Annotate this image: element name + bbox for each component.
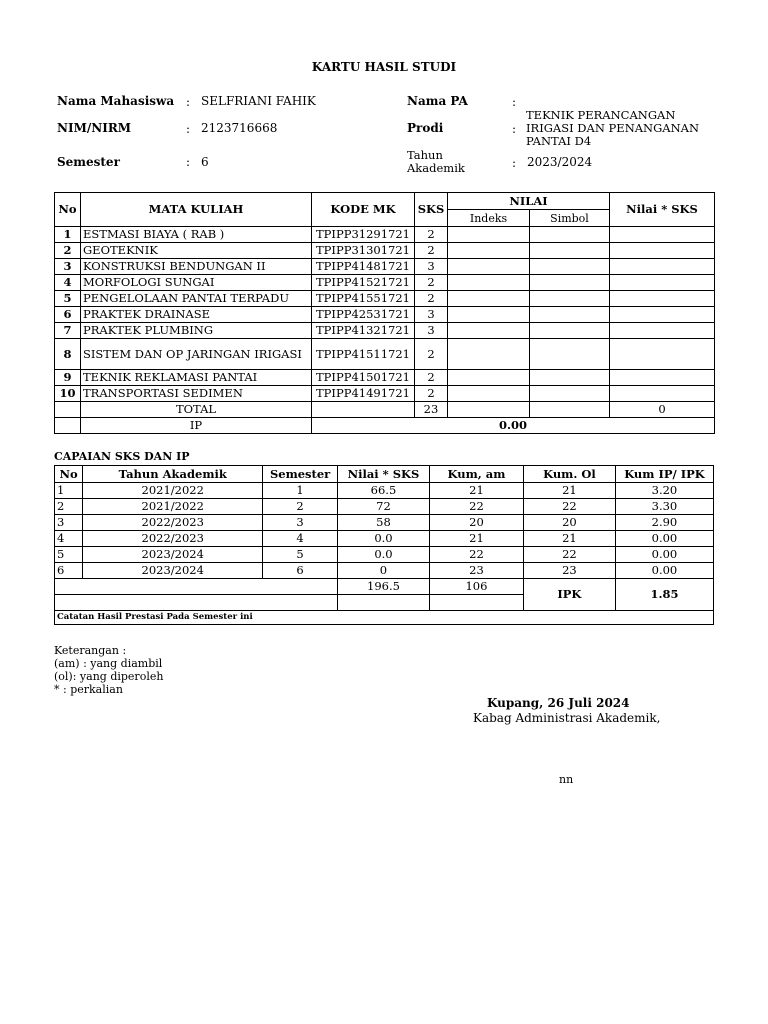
col-nilai-header: NILAI xyxy=(448,193,610,210)
signature-place-date: Kupang, 26 Juli 2024 xyxy=(487,696,630,710)
nim-value: 2123716668 xyxy=(201,121,278,135)
cap-nilai-sks: 0 xyxy=(337,563,429,579)
cap-nilai-sks: 72 xyxy=(337,499,429,515)
row-no: 8 xyxy=(55,339,81,370)
row-mata-kuliah: ESTMASI BIAYA ( RAB ) xyxy=(81,227,312,243)
capaian-heading: CAPAIAN SKS DAN IP xyxy=(54,450,190,463)
row-simbol xyxy=(530,323,610,339)
nama-pa-colon: : xyxy=(512,95,517,109)
signature-position: Kabag Administrasi Akademik, xyxy=(473,711,661,725)
ip-row xyxy=(55,418,715,434)
row-sks: 3 xyxy=(415,259,448,275)
row-simbol xyxy=(530,243,610,259)
cap-semester: 5 xyxy=(263,547,338,563)
col-mata-kuliah-header: MATA KULIAH xyxy=(81,193,312,227)
cap-kum-ol: 22 xyxy=(523,499,615,515)
row-sks: 2 xyxy=(415,243,448,259)
row-indeks xyxy=(448,227,530,243)
nama-mahasiswa-label: Nama Mahasiswa xyxy=(57,94,175,108)
table-row xyxy=(55,531,714,547)
table-row xyxy=(55,483,714,499)
row-mata-kuliah: SISTEM DAN OP JARINGAN IRIGASI xyxy=(81,339,312,370)
cap-kum-ol: 22 xyxy=(523,547,615,563)
row-nilai-sks xyxy=(610,339,715,370)
table-row xyxy=(55,499,714,515)
cap-semester-header: Semester xyxy=(263,466,338,483)
row-sks: 2 xyxy=(415,386,448,402)
prodi-value: TEKNIK PERANCANGAN IRIGASI DAN PENANGANAN PANTAI D4 xyxy=(526,108,700,148)
cap-semester: 1 xyxy=(263,483,338,499)
row-sks: 3 xyxy=(415,323,448,339)
cap-kum-ol-header: Kum. Ol xyxy=(523,466,615,483)
row-no: 9 xyxy=(55,370,81,386)
cap-no: 2 xyxy=(55,499,83,515)
cap-kum-ip: 0.00 xyxy=(615,547,713,563)
row-kode: TPIPP31291721 xyxy=(312,227,415,243)
cap-tahun: 2021/2022 xyxy=(83,483,263,499)
row-no: 7 xyxy=(55,323,81,339)
cap-total-kum-am: 106 xyxy=(429,579,523,595)
table-row xyxy=(55,323,715,339)
cap-no: 1 xyxy=(55,483,83,499)
table-row xyxy=(55,243,715,259)
row-indeks xyxy=(448,370,530,386)
keterangan-line-3: * : perkalian xyxy=(54,683,123,696)
row-nilai-sks xyxy=(610,307,715,323)
semester-label: Semester xyxy=(57,155,120,169)
cap-nilai-sks-header: Nilai * SKS xyxy=(337,466,429,483)
cap-kum-ip-header: Kum IP/ IPK xyxy=(615,466,713,483)
table-row xyxy=(55,259,715,275)
nama-mahasiswa-value: SELFRIANI FAHIK xyxy=(201,94,316,108)
cap-kum-ip: 0.00 xyxy=(615,531,713,547)
col-no-header: No xyxy=(55,193,81,227)
table-row xyxy=(55,563,714,579)
row-mata-kuliah: GEOTEKNIK xyxy=(81,243,312,259)
cap-tahun: 2023/2024 xyxy=(83,547,263,563)
row-nilai-sks xyxy=(610,291,715,307)
prodi-label: Prodi xyxy=(407,121,444,135)
cap-semester: 6 xyxy=(263,563,338,579)
row-sks: 2 xyxy=(415,370,448,386)
cap-kum-am: 22 xyxy=(429,499,523,515)
row-simbol xyxy=(530,227,610,243)
table-row xyxy=(55,386,715,402)
row-simbol xyxy=(530,275,610,291)
cap-no: 5 xyxy=(55,547,83,563)
row-indeks xyxy=(448,307,530,323)
keterangan-title: Keterangan : xyxy=(54,644,127,657)
row-indeks xyxy=(448,323,530,339)
total-nilai-sks: 0 xyxy=(610,402,715,418)
ip-label: IP xyxy=(81,418,312,434)
row-mata-kuliah: TRANSPORTASI SEDIMEN xyxy=(81,386,312,402)
row-indeks xyxy=(448,291,530,307)
table-row xyxy=(55,291,715,307)
row-sks: 3 xyxy=(415,307,448,323)
row-kode: TPIPP41491721 xyxy=(312,386,415,402)
row-nilai-sks xyxy=(610,259,715,275)
row-simbol xyxy=(530,386,610,402)
row-sks: 2 xyxy=(415,227,448,243)
cap-kum-ip: 3.20 xyxy=(615,483,713,499)
cap-kum-am: 21 xyxy=(429,483,523,499)
cap-kum-ol: 23 xyxy=(523,563,615,579)
row-no: 5 xyxy=(55,291,81,307)
row-kode: TPIPP31301721 xyxy=(312,243,415,259)
ip-value: 0.00 xyxy=(312,418,715,434)
cap-nilai-sks: 0.0 xyxy=(337,547,429,563)
signature-name: nn xyxy=(559,773,574,786)
cap-tahun: 2023/2024 xyxy=(83,563,263,579)
row-nilai-sks xyxy=(610,370,715,386)
cap-kum-ip: 0.00 xyxy=(615,563,713,579)
ipk-label: IPK xyxy=(523,579,615,611)
row-kode: TPIPP42531721 xyxy=(312,307,415,323)
cap-nilai-sks: 0.0 xyxy=(337,531,429,547)
col-nilai-sks-header: Nilai * SKS xyxy=(610,193,715,227)
row-no: 3 xyxy=(55,259,81,275)
table-row xyxy=(55,515,714,531)
cap-kum-ip: 3.30 xyxy=(615,499,713,515)
capaian-total-row xyxy=(55,579,714,595)
row-nilai-sks xyxy=(610,386,715,402)
table-row xyxy=(55,339,715,370)
tahun-akademik-colon: : xyxy=(512,156,517,170)
cap-tahun: 2022/2023 xyxy=(83,531,263,547)
row-no: 4 xyxy=(55,275,81,291)
cap-kum-ip: 2.90 xyxy=(615,515,713,531)
nim-label: NIM/NIRM xyxy=(57,121,132,135)
row-simbol xyxy=(530,307,610,323)
row-kode: TPIPP41511721 xyxy=(312,339,415,370)
row-nilai-sks xyxy=(610,323,715,339)
row-mata-kuliah: PRAKTEK PLUMBING xyxy=(81,323,312,339)
row-mata-kuliah: KONSTRUKSI BENDUNGAN II xyxy=(81,259,312,275)
cap-kum-am: 23 xyxy=(429,563,523,579)
cap-no: 6 xyxy=(55,563,83,579)
row-no: 2 xyxy=(55,243,81,259)
row-mata-kuliah: TEKNIK REKLAMASI PANTAI xyxy=(81,370,312,386)
row-nilai-sks xyxy=(610,243,715,259)
row-sks: 2 xyxy=(415,291,448,307)
row-mata-kuliah: PRAKTEK DRAINASE xyxy=(81,307,312,323)
row-kode: TPIPP41501721 xyxy=(312,370,415,386)
nama-mahasiswa-colon: : xyxy=(186,95,191,109)
keterangan-line-1: (am) : yang diambil xyxy=(54,657,163,670)
row-kode: TPIPP41481721 xyxy=(312,259,415,275)
cap-semester: 2 xyxy=(263,499,338,515)
catatan-text: Catatan Hasil Prestasi Pada Semester ini xyxy=(55,611,714,625)
table-row xyxy=(55,275,715,291)
row-no: 6 xyxy=(55,307,81,323)
semester-value: 6 xyxy=(201,155,209,169)
row-simbol xyxy=(530,370,610,386)
row-indeks xyxy=(448,275,530,291)
table-row xyxy=(55,307,715,323)
cap-tahun: 2021/2022 xyxy=(83,499,263,515)
row-mata-kuliah: MORFOLOGI SUNGAI xyxy=(81,275,312,291)
prodi-colon: : xyxy=(512,122,517,136)
row-mata-kuliah: PENGELOLAAN PANTAI TERPADU xyxy=(81,291,312,307)
row-simbol xyxy=(530,291,610,307)
row-kode: TPIPP41321721 xyxy=(312,323,415,339)
col-simbol-header: Simbol xyxy=(530,210,610,227)
capaian-table xyxy=(54,465,714,625)
tahun-akademik-value: 2023/2024 xyxy=(527,155,593,169)
row-indeks xyxy=(448,386,530,402)
cap-no: 3 xyxy=(55,515,83,531)
col-kode-header: KODE MK xyxy=(312,193,415,227)
courses-table xyxy=(54,192,715,434)
ipk-value: 1.85 xyxy=(615,579,713,611)
cap-no: 4 xyxy=(55,531,83,547)
cap-nilai-sks: 58 xyxy=(337,515,429,531)
cap-kum-am-header: Kum, am xyxy=(429,466,523,483)
row-sks: 2 xyxy=(415,275,448,291)
total-row xyxy=(55,402,715,418)
table-row xyxy=(55,370,715,386)
cap-kum-am: 22 xyxy=(429,547,523,563)
col-sks-header: SKS xyxy=(415,193,448,227)
cap-kum-ol: 21 xyxy=(523,531,615,547)
semester-colon: : xyxy=(186,155,191,169)
cap-kum-ol: 20 xyxy=(523,515,615,531)
row-no: 1 xyxy=(55,227,81,243)
cap-kum-am: 20 xyxy=(429,515,523,531)
nama-pa-label: Nama PA xyxy=(407,94,468,108)
cap-kum-am: 21 xyxy=(429,531,523,547)
row-no: 10 xyxy=(55,386,81,402)
total-sks: 23 xyxy=(415,402,448,418)
keterangan-line-2: (ol): yang diperoleh xyxy=(54,670,164,683)
cap-semester: 3 xyxy=(263,515,338,531)
nim-colon: : xyxy=(186,122,191,136)
cap-kum-ol: 21 xyxy=(523,483,615,499)
col-indeks-header: Indeks xyxy=(448,210,530,227)
cap-tahun-header: Tahun Akademik xyxy=(83,466,263,483)
row-indeks xyxy=(448,259,530,275)
document-title: KARTU HASIL STUDI xyxy=(311,60,457,74)
cap-nilai-sks: 66.5 xyxy=(337,483,429,499)
cap-semester: 4 xyxy=(263,531,338,547)
cap-tahun: 2022/2023 xyxy=(83,515,263,531)
table-row xyxy=(55,547,714,563)
table-row xyxy=(55,227,715,243)
row-indeks xyxy=(448,339,530,370)
row-indeks xyxy=(448,243,530,259)
cap-total-nilai-sks: 196.5 xyxy=(337,579,429,595)
row-kode: TPIPP41551721 xyxy=(312,291,415,307)
cap-no-header: No xyxy=(55,466,83,483)
row-simbol xyxy=(530,259,610,275)
tahun-akademik-label: Tahun Akademik xyxy=(407,148,465,175)
row-simbol xyxy=(530,339,610,370)
row-kode: TPIPP41521721 xyxy=(312,275,415,291)
total-label: TOTAL xyxy=(81,402,312,418)
row-sks: 2 xyxy=(415,339,448,370)
row-nilai-sks xyxy=(610,275,715,291)
row-nilai-sks xyxy=(610,227,715,243)
